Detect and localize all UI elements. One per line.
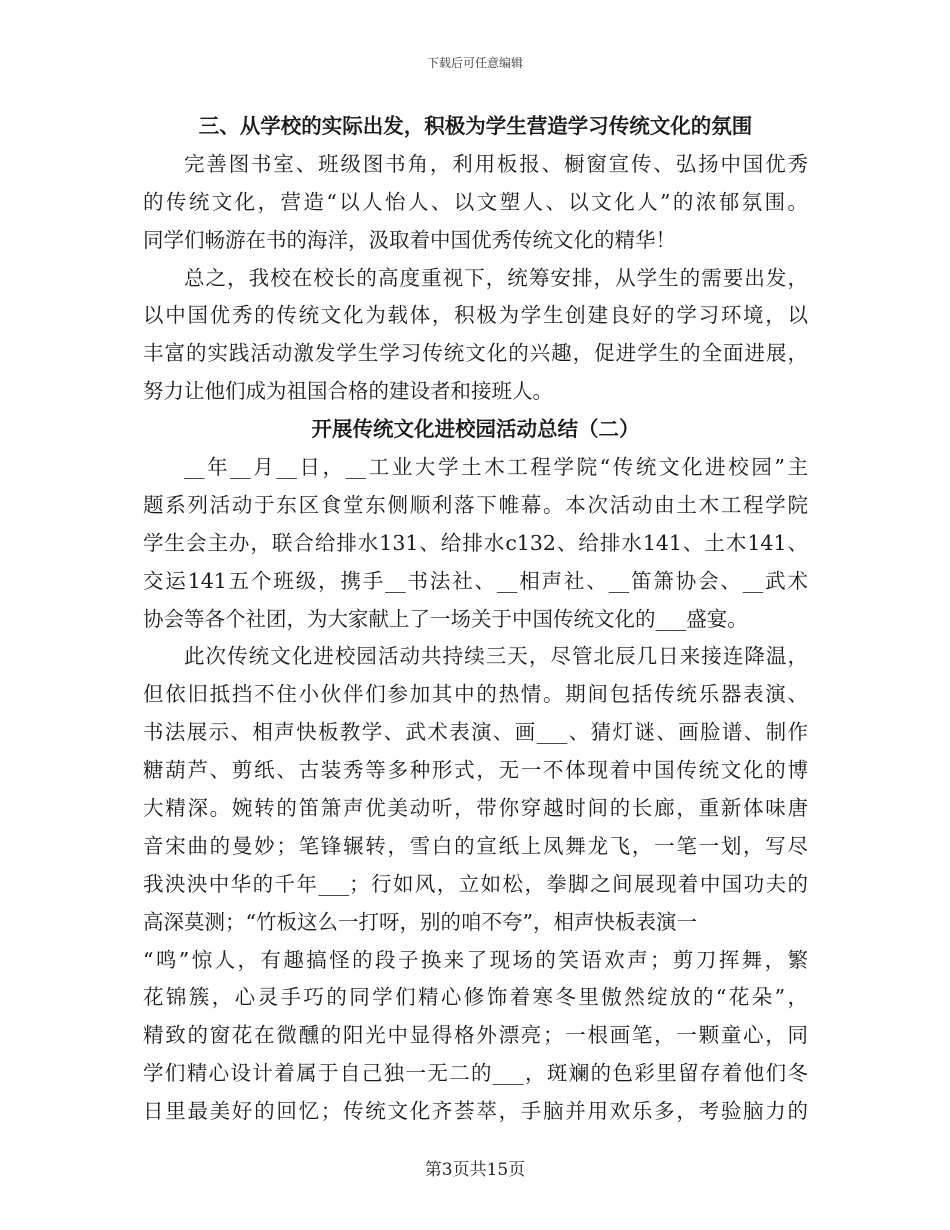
paragraph-line: 此次传统文化进校园活动共持续三天，尽管北辰几日来接连降温， [184, 644, 808, 669]
paragraph-line: 总之，我校在校长的高度重视下，统筹安排，从学生的需要出发， [184, 265, 808, 290]
article-title: 开展传统文化进校园活动总结（二） [311, 417, 640, 442]
paragraph-line: 糖葫芦、剪纸、古装秀等多种形式，无一不体现着中国传统文化的博 [143, 758, 808, 783]
paragraph-line: 丰富的实践活动激发学生学习传统文化的兴趣，促进学生的全面进展， [143, 341, 808, 366]
paragraph-4 [143, 638, 808, 1131]
paragraph-line: 高深莫测；“竹板这么一打呀，别的咱不夸”，相声快板表演一 [143, 909, 697, 934]
paragraph-line: 日里最美好的回忆；传统文化齐荟萃，手脑并用欢乐多，考验脑力的 [143, 1099, 808, 1124]
paragraph-line: 学们精心设计着属于自己独一无二的___，斑斓的色彩里留存着他们冬 [143, 1061, 808, 1086]
paragraph-3 [143, 449, 808, 638]
paragraph-line: __年__月__日，__工业大学土木工程学院“传统文化进校园”主 [184, 455, 808, 480]
paragraph-2 [143, 260, 808, 412]
paragraph-line: 音宋曲的曼妙；笔锋辗转，雪白的宣纸上凤舞龙飞，一笔一划，写尽 [143, 833, 808, 858]
paragraph-line: 协会等各个社团，为大家献上了一场关于中国传统文化的___盛宴。 [143, 606, 748, 631]
paragraph-line: 完善图书室、班级图书角，利用板报、橱窗宣传、弘扬中国优秀 [184, 151, 808, 176]
document-body [143, 108, 808, 1131]
section-heading: 三、从学校的实际出发，积极为学生营造学习传统文化的氛围 [198, 114, 753, 138]
paragraph-line: 大精深。婉转的笛箫声优美动听，带你穿越时间的长廊，重新体味唐 [143, 796, 808, 821]
paragraph-line: 努力让他们成为祖国合格的建设者和接班人。 [143, 379, 553, 404]
paragraph-line: 学生会主办，联合给排水131、给排水c132、给排水141、土木141、 [143, 530, 808, 555]
paragraph-line: “鸣”惊人，有趣搞怪的段子换来了现场的笑语欢声；剪刀挥舞，繁 [143, 947, 808, 972]
paragraph-1 [143, 146, 808, 260]
paragraph-line: 交运141五个班级，携手__书法社、__相声社、__笛箫协会、__武术 [143, 568, 808, 593]
header-note: 下载后可任意编辑 [426, 56, 523, 70]
paragraph-line: 的传统文化，营造“以人怡人、以文塑人、以文化人”的浓郁氛围。 [143, 189, 808, 214]
paragraph-line: 花锦簇，心灵手巧的同学们精心修饰着寒冬里傲然绽放的“花朵”， [143, 985, 808, 1010]
paragraph-line: 题系列活动于东区食堂东侧顺利落下帷幕。本次活动由土木工程学院 [143, 492, 808, 517]
page-number: 第3页共15页 [424, 1160, 526, 1180]
paragraph-line: 但依旧抵挡不住小伙伴们参加其中的热情。期间包括传统乐器表演、 [143, 682, 808, 707]
paragraph-line: 书法展示、相声快板教学、武术表演、画___、猜灯谜、画脸谱、制作 [143, 720, 808, 745]
paragraph-line: 我泱泱中华的千年___；行如风，立如松，拳脚之间展现着中国功夫的 [143, 871, 808, 896]
paragraph-line: 以中国优秀的传统文化为载体，积极为学生创建良好的学习环境，以 [143, 303, 808, 328]
paragraph-line: 同学们畅游在书的海洋，汲取着中国优秀传统文化的精华！ [143, 227, 676, 252]
paragraph-line: 精致的窗花在微醺的阳光中显得格外漂亮；一根画笔，一颗童心，同 [143, 1023, 808, 1048]
